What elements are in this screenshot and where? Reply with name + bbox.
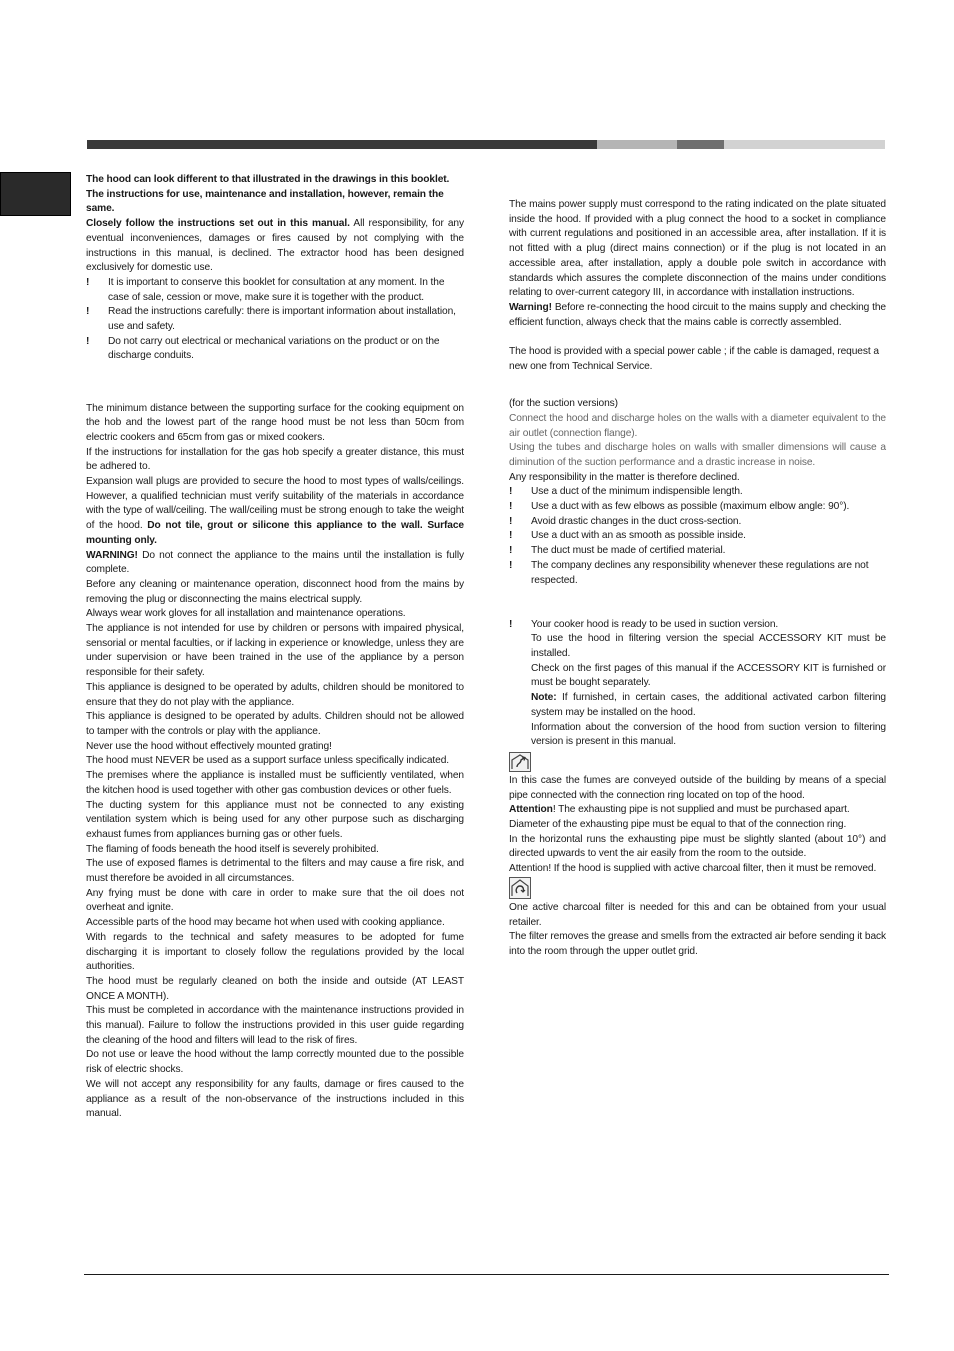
bullet-item <box>509 485 886 500</box>
note-text: If furnished, in certain cases, the additional activated carbon filtering system may be installed on the hood. <box>531 692 886 718</box>
attention-paragraph <box>509 803 886 818</box>
power-cable-paragraph: The hood is provided with a special power cable ; if the cable is damaged, request a new one from Technical Service. <box>509 346 879 372</box>
bullet-item <box>86 335 464 364</box>
warning-label: Warning! <box>509 301 552 313</box>
safety-paragraph: Any frying must be done with care in order to make sure that the oil does not overheat and ignite. <box>86 887 464 914</box>
safety-paragraph: With regards to the technical and safety measures to be adopted for fume discharging it is important to closely follow the regulations provided by the local authorities. <box>86 931 464 973</box>
section-gap <box>86 364 464 393</box>
bullet-mark: ! <box>509 530 513 542</box>
min-distance-paragraph: The minimum distance between the supporting surface for the cooking equipment on the hob and the lowest part of the range hood must be not less than 50cm from electric cookers and 65cm from gas or mixed cookers. <box>86 402 464 443</box>
filter-paragraph: The filter removes the grease and smells from the extracted air before sending it back into the room through the upper outlet grid. <box>509 931 887 957</box>
intro-paragraph: The hood can look different to that illustrated in the drawings in this booklet. The instructions for use, maintenance and installation, however, remain the same. <box>86 174 450 215</box>
bullet-mark: ! <box>509 501 513 513</box>
warning-paragraph <box>86 549 464 578</box>
suction-note: (for the suction versions) <box>509 398 618 410</box>
bullet-text: Use a duct with as few elbows as possible (maximum elbow angle: 90°). <box>531 501 850 513</box>
bullet-text: Use a duct of the minimum indispensible length. <box>531 486 743 498</box>
right-column <box>509 198 886 960</box>
bullet-mark: ! <box>86 335 90 347</box>
safety-paragraph: The flaming of foods beneath the hood itself is severely prohibited. <box>86 843 379 855</box>
safety-paragraph: Do not use or leave the hood without the lamp correctly mounted due to the possible risk of electric shocks. <box>86 1049 464 1076</box>
recirculation-mode-icon <box>509 877 531 899</box>
safety-paragraph: Accessible parts of the hood may became hot when used with cooking appliance. <box>86 917 445 929</box>
bullet-mark: ! <box>509 545 513 557</box>
language-tab <box>0 172 71 216</box>
warning-paragraph <box>509 301 886 330</box>
safety-paragraph: The use of exposed flames is detrimental to the filters and may cause a fire risk, and must therefore be avoided in all circumstances. <box>86 858 464 885</box>
bullet-text: The company declines any responsibility whenever these regulations are not respected. <box>531 559 869 586</box>
bullet-mark: ! <box>509 486 513 498</box>
ready-paragraph: Check on the first pages of this manual if the ACCESSORY KIT is furnished or must be bought separately. <box>531 662 886 689</box>
exhaust-mode-icon <box>509 752 531 772</box>
filter-paragraph: One active charcoal filter is needed for this and can be obtained from your usual retailer. <box>509 901 886 928</box>
fumes-paragraph: In this case the fumes are conveyed outside of the building by means of a special pipe connected with the connection ring located on top of the hood. <box>509 774 886 801</box>
bullet-text: It is important to conserve this booklet for consultation at any moment. In the case of sale, cession or move, make sure it is together with the product. <box>108 276 445 303</box>
safety-paragraph: This appliance is designed to be operated by adults, children should be monitored to ensure that they do not play with the appliance. <box>86 681 464 708</box>
follow-bold: Closely follow the instructions set out in this manual. <box>86 218 350 230</box>
horizontal-paragraph: In the horizontal runs the exhausting pipe must be slightly slanted (about 10°) and directed upwards to vent the air easily from the room to the outside. <box>509 833 886 860</box>
bullet-item <box>509 544 886 559</box>
safety-paragraph: We will not accept any responsibility for any faults, damage or fires caused to the appliance as a result of the non-observance of the instructions included in this manual. <box>86 1078 464 1120</box>
attention-text: ! The exhausting pipe is not supplied and must be purchased apart. <box>552 804 850 816</box>
bullet-mark: ! <box>86 276 90 288</box>
wall-plugs-paragraph <box>86 475 464 549</box>
recirculation-icon-row <box>509 877 886 901</box>
bullet-item <box>509 515 886 530</box>
warning-text: Before re-connecting the hood circuit to the mains supply and checking the efficient function, always check that the mains cable is correctly assembled. <box>509 301 886 328</box>
bullet-text: Read the instructions carefully: there is important information about installation, use and safety. <box>108 306 456 333</box>
bullet-item <box>86 276 464 305</box>
mains-supply-paragraph: The mains power supply must correspond to the rating indicated on the plate situated inside the hood. If provided with a plug connect the hood to a socket in compliance with current regulations and positioned in an accessible area, after installation. If it is not fitted with a plug (direct mains connection) or if the plug is not located in an accessible area, after installation, apply a double pole switch in accordance with standards which assures the complete disconnection of the mains under conditions relating to over-current category III, in accordance with installation instructions. <box>509 199 886 299</box>
header-bar-segment-dark <box>87 140 597 149</box>
section-gap <box>86 394 464 402</box>
safety-paragraph: Always wear work gloves for all installation and maintenance operations. <box>86 608 406 620</box>
bullet-text: The duct must be made of certified material. <box>531 545 726 557</box>
intro-bullets <box>86 276 464 364</box>
ready-paragraph: To use the hood in filtering version the special ACCESSORY KIT must be installed. <box>531 633 886 660</box>
bullet-mark: ! <box>509 559 513 571</box>
section-gap <box>509 330 886 345</box>
duct-bullets <box>509 485 886 588</box>
bullet-mark: ! <box>86 306 90 318</box>
safety-paragraph: The hood must NEVER be used as a support surface unless specifically indicated. <box>86 755 450 767</box>
bullet-item <box>509 529 886 544</box>
tubes-paragraph: Using the tubes and discharge holes on walls with smaller dimensions will cause a diminution of the suction performance and a drastic increase in noise. <box>509 442 886 468</box>
follow-rest: All responsibility, for any eventual inconveniences, damages or fires caused by not complying with the instructions in this manual, is declined. The extractor hood has been designed exclusively for domestic use. <box>86 218 464 274</box>
diameter-paragraph: Diameter of the exhausting pipe must be equal to that of the connection ring. <box>509 819 847 831</box>
exhaust-icon-row <box>509 750 886 774</box>
connection-paragraph: Connect the hood and discharge holes on the walls with a diameter equivalent to the air outlet (connection flange). <box>509 412 886 439</box>
left-column <box>86 173 464 1122</box>
warning-text: Do not connect the appliance to the mains until the installation is fully complete. <box>86 549 464 576</box>
wall-plugs-text: Expansion wall plugs are provided to secure the hood to most types of walls/ceilings. However, a qualified technician must verify suitability of the materials in accordance with the type of wall/ceiling. The wall/ceiling must be strong enough to take the weight of the hood. <box>86 476 464 532</box>
ready-bullet <box>509 618 886 633</box>
safety-paragraph: This appliance is designed to be operated by adults. Children should not be allowed to tamper with the controls or play with the appliance. <box>86 711 464 737</box>
wall-plugs-bold: Do not tile, grout or silicone this appliance to the wall. Surface mounting only. <box>86 520 464 546</box>
bullet-mark: ! <box>509 515 513 527</box>
bullet-item <box>509 618 886 633</box>
section-gap <box>509 374 886 389</box>
header-bar-segment-light <box>597 140 677 149</box>
bullet-item <box>509 500 886 515</box>
bullet-mark: ! <box>509 618 513 630</box>
note-label: Note: <box>531 692 557 704</box>
bullet-item <box>86 305 464 334</box>
safety-paragraph: The ducting system for this appliance must not be connected to any existing ventilation system which is being used for any other purpose such as discharging exhaust fumes from appliances burning gas or other fuels. <box>86 799 464 840</box>
charcoal-attention-paragraph: Attention! If the hood is supplied with active charcoal filter, then it must be removed. <box>509 863 877 875</box>
ready-details <box>509 632 886 750</box>
note-paragraph <box>531 691 886 720</box>
bullet-text: Your cooker hood is ready to be used in suction version. <box>531 618 779 630</box>
header-color-bar <box>87 140 885 149</box>
section-gap <box>509 389 886 397</box>
gas-hob-paragraph: If the instructions for installation for the gas hob specify a greater distance, this must be adhered to. <box>86 446 464 473</box>
footer-rule <box>84 1274 889 1275</box>
bullet-text: Use a duct with an as smooth as possible inside. <box>531 530 746 542</box>
info-paragraph: Information about the conversion of the hood from suction version to filtering version is present in this manual. <box>531 721 886 748</box>
bullet-text: Avoid drastic changes in the duct cross-section. <box>531 515 742 527</box>
header-bar-segment-mid <box>677 140 724 149</box>
safety-paragraph: Before any cleaning or maintenance operation, disconnect hood from the mains by removing the plug or disconnecting the mains electrical supply. <box>86 578 464 605</box>
section-gap <box>509 588 886 617</box>
safety-paragraph: The premises where the appliance is installed must be sufficiently ventilated, when the kitchen hood is used together with other gas combustion devices or other fuels. <box>86 770 464 796</box>
attention-label: Attention <box>509 804 553 816</box>
safety-paragraph: This must be completed in accordance with the maintenance instructions provided in this manual). Failure to follow the instructions provided in this user guide regarding the cleaning of the hood and filters will lead to the risk of fires. <box>86 1005 464 1046</box>
safety-paragraph: The hood must be regularly cleaned on both the inside and outside (AT LEAST ONCE A MONTH). <box>86 975 464 1002</box>
bullet-item <box>509 559 886 588</box>
follow-instructions-paragraph <box>86 217 464 276</box>
safety-paragraph: The appliance is not intended for use by children or persons with impaired physical, sensorial or mental faculties, or if lacking in experience or knowledge, unless they are under supervision or have been trained in the use of the appliance by a person responsible for their safety. <box>86 623 464 679</box>
header-bar-segment-pale <box>724 140 885 149</box>
warning-label: WARNING! <box>86 549 138 561</box>
safety-paragraph: Never use the hood without effectively mounted grating! <box>86 740 332 752</box>
responsibility-paragraph: Any responsibility in the matter is therefore declined. <box>509 471 740 483</box>
bullet-text: Do not carry out electrical or mechanical variations on the product or on the discharge conduits. <box>108 335 440 362</box>
